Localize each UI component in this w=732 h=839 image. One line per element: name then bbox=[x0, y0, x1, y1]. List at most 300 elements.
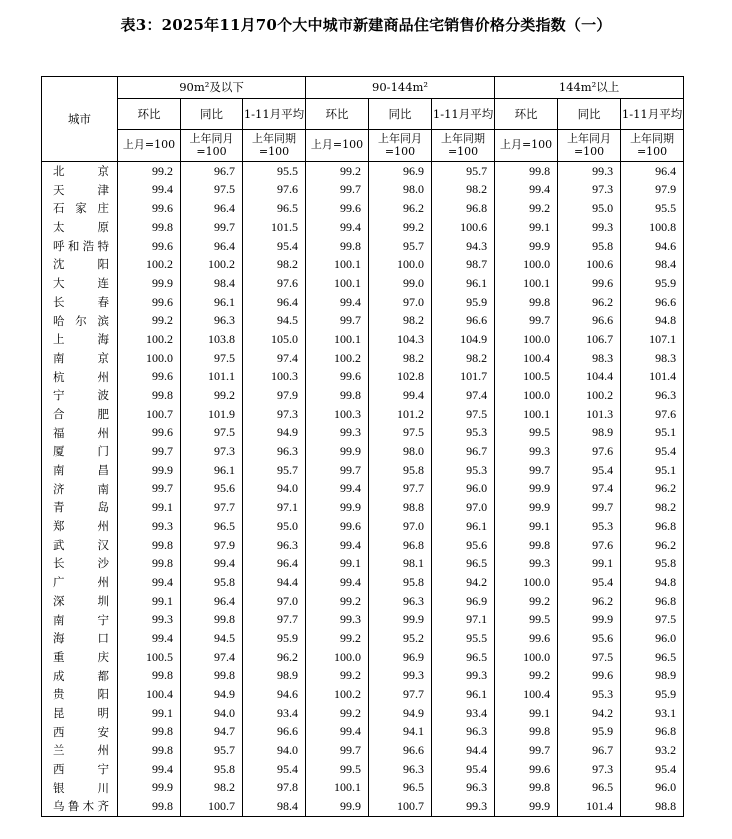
table-row bbox=[42, 648, 684, 667]
index-value-cell: 99.3 bbox=[558, 218, 621, 237]
index-value-cell: 98.2 bbox=[369, 349, 432, 368]
index-value-cell: 99.4 bbox=[118, 573, 181, 592]
index-value-cell: 100.0 bbox=[495, 255, 558, 274]
index-value-cell: 95.9 bbox=[558, 723, 621, 742]
index-value-cell: 94.0 bbox=[243, 480, 306, 499]
index-value-cell: 99.3 bbox=[495, 442, 558, 461]
city-column-header: 城市 bbox=[42, 77, 118, 162]
index-value-cell: 95.9 bbox=[243, 629, 306, 648]
index-value-cell: 99.4 bbox=[369, 386, 432, 405]
table-row bbox=[42, 741, 684, 760]
table-row bbox=[42, 274, 684, 293]
index-value-cell: 97.8 bbox=[243, 779, 306, 798]
index-value-cell: 100.0 bbox=[369, 255, 432, 274]
table-row bbox=[42, 723, 684, 742]
index-value-cell: 98.2 bbox=[432, 349, 495, 368]
index-value-cell: 96.4 bbox=[621, 162, 684, 181]
index-value-cell: 98.2 bbox=[181, 779, 243, 798]
index-value-cell: 104.4 bbox=[558, 368, 621, 387]
city-cell: 郑州 bbox=[42, 517, 118, 536]
base-avg: 上年同期=100 bbox=[432, 130, 495, 162]
index-value-cell: 96.4 bbox=[243, 554, 306, 573]
base-avg: 上年同期=100 bbox=[243, 130, 306, 162]
index-value-cell: 99.9 bbox=[495, 498, 558, 517]
index-value-cell: 94.6 bbox=[621, 237, 684, 256]
index-value-cell: 98.3 bbox=[558, 349, 621, 368]
city-cell: 长沙 bbox=[42, 554, 118, 573]
index-value-cell: 99.2 bbox=[306, 162, 369, 181]
index-value-cell: 98.7 bbox=[432, 255, 495, 274]
index-value-cell: 96.9 bbox=[369, 162, 432, 181]
city-cell: 大连 bbox=[42, 274, 118, 293]
index-value-cell: 99.7 bbox=[495, 461, 558, 480]
index-value-cell: 97.4 bbox=[181, 648, 243, 667]
city-cell: 上海 bbox=[42, 330, 118, 349]
index-value-cell: 98.8 bbox=[369, 498, 432, 517]
city-cell: 青岛 bbox=[42, 498, 118, 517]
index-value-cell: 97.3 bbox=[558, 181, 621, 200]
index-value-cell: 99.2 bbox=[118, 312, 181, 331]
subheader-avg: 1-11月平均 bbox=[243, 99, 306, 130]
base-mom: 上月=100 bbox=[306, 130, 369, 162]
index-value-cell: 99.8 bbox=[495, 293, 558, 312]
index-value-cell: 100.7 bbox=[181, 797, 243, 816]
index-value-cell: 100.2 bbox=[118, 330, 181, 349]
index-value-cell: 94.3 bbox=[432, 237, 495, 256]
index-value-cell: 96.8 bbox=[621, 517, 684, 536]
table-row bbox=[42, 760, 684, 779]
index-value-cell: 95.4 bbox=[432, 760, 495, 779]
index-value-cell: 96.7 bbox=[432, 442, 495, 461]
city-cell: 太原 bbox=[42, 218, 118, 237]
index-value-cell: 99.9 bbox=[495, 797, 558, 816]
index-value-cell: 94.4 bbox=[243, 573, 306, 592]
index-value-cell: 100.2 bbox=[558, 386, 621, 405]
index-value-cell: 96.2 bbox=[621, 480, 684, 499]
index-value-cell: 96.3 bbox=[369, 760, 432, 779]
index-value-cell: 95.6 bbox=[432, 536, 495, 555]
index-value-cell: 104.9 bbox=[432, 330, 495, 349]
index-value-cell: 96.1 bbox=[432, 517, 495, 536]
index-value-cell: 96.5 bbox=[181, 517, 243, 536]
index-value-cell: 97.7 bbox=[369, 685, 432, 704]
index-value-cell: 99.2 bbox=[118, 162, 181, 181]
index-value-cell: 98.4 bbox=[621, 255, 684, 274]
index-value-cell: 106.7 bbox=[558, 330, 621, 349]
base-mom: 上月=100 bbox=[495, 130, 558, 162]
index-value-cell: 97.9 bbox=[621, 181, 684, 200]
index-value-cell: 94.1 bbox=[369, 723, 432, 742]
index-value-cell: 96.1 bbox=[432, 274, 495, 293]
index-value-cell: 104.3 bbox=[369, 330, 432, 349]
index-value-cell: 100.1 bbox=[495, 274, 558, 293]
index-value-cell: 100.3 bbox=[243, 368, 306, 387]
index-value-cell: 96.2 bbox=[558, 592, 621, 611]
index-value-cell: 96.3 bbox=[243, 442, 306, 461]
index-value-cell: 99.7 bbox=[306, 461, 369, 480]
city-cell: 沈阳 bbox=[42, 255, 118, 274]
table-row bbox=[42, 162, 684, 181]
index-value-cell: 97.4 bbox=[243, 349, 306, 368]
index-value-cell: 101.1 bbox=[181, 368, 243, 387]
index-value-cell: 100.2 bbox=[306, 349, 369, 368]
index-value-cell: 95.2 bbox=[369, 629, 432, 648]
index-value-cell: 97.5 bbox=[181, 349, 243, 368]
index-value-cell: 96.0 bbox=[621, 779, 684, 798]
index-value-cell: 98.3 bbox=[621, 349, 684, 368]
index-value-cell: 96.6 bbox=[558, 312, 621, 331]
index-value-cell: 98.1 bbox=[369, 554, 432, 573]
table-row bbox=[42, 517, 684, 536]
index-value-cell: 96.8 bbox=[621, 592, 684, 611]
index-value-cell: 99.9 bbox=[118, 779, 181, 798]
index-value-cell: 96.3 bbox=[432, 723, 495, 742]
table-row bbox=[42, 685, 684, 704]
index-value-cell: 95.0 bbox=[243, 517, 306, 536]
index-value-cell: 99.1 bbox=[118, 498, 181, 517]
city-cell: 银川 bbox=[42, 779, 118, 798]
city-cell: 昆明 bbox=[42, 704, 118, 723]
index-value-cell: 99.7 bbox=[495, 741, 558, 760]
index-value-cell: 96.3 bbox=[621, 386, 684, 405]
index-value-cell: 95.8 bbox=[181, 573, 243, 592]
table-row bbox=[42, 199, 684, 218]
index-value-cell: 99.8 bbox=[118, 741, 181, 760]
index-value-cell: 99.8 bbox=[181, 611, 243, 630]
index-value-cell: 99.7 bbox=[306, 741, 369, 760]
index-value-cell: 95.1 bbox=[621, 461, 684, 480]
index-value-cell: 97.0 bbox=[432, 498, 495, 517]
index-value-cell: 101.3 bbox=[558, 405, 621, 424]
index-value-cell: 99.8 bbox=[495, 723, 558, 742]
index-value-cell: 99.6 bbox=[118, 199, 181, 218]
index-value-cell: 98.2 bbox=[621, 498, 684, 517]
index-value-cell: 99.3 bbox=[306, 611, 369, 630]
index-value-cell: 99.4 bbox=[306, 723, 369, 742]
index-value-cell: 96.2 bbox=[369, 199, 432, 218]
index-value-cell: 99.9 bbox=[306, 498, 369, 517]
city-cell: 成都 bbox=[42, 667, 118, 686]
index-value-cell: 101.4 bbox=[558, 797, 621, 816]
index-value-cell: 99.9 bbox=[306, 442, 369, 461]
table-row bbox=[42, 498, 684, 517]
index-value-cell: 97.7 bbox=[243, 611, 306, 630]
index-value-cell: 96.3 bbox=[432, 779, 495, 798]
index-value-cell: 98.9 bbox=[558, 424, 621, 443]
index-value-cell: 95.3 bbox=[432, 461, 495, 480]
index-value-cell: 97.5 bbox=[432, 405, 495, 424]
index-value-cell: 96.2 bbox=[558, 293, 621, 312]
index-value-cell: 99.5 bbox=[495, 611, 558, 630]
index-value-cell: 99.9 bbox=[495, 480, 558, 499]
index-value-cell: 98.2 bbox=[432, 181, 495, 200]
index-value-cell: 100.1 bbox=[306, 274, 369, 293]
index-value-cell: 98.4 bbox=[243, 797, 306, 816]
index-value-cell: 93.2 bbox=[621, 741, 684, 760]
index-value-cell: 99.7 bbox=[181, 218, 243, 237]
table-row bbox=[42, 330, 684, 349]
index-value-cell: 96.6 bbox=[432, 312, 495, 331]
index-value-cell: 101.7 bbox=[432, 368, 495, 387]
index-value-cell: 99.8 bbox=[118, 554, 181, 573]
index-value-cell: 96.3 bbox=[243, 536, 306, 555]
index-value-cell: 95.8 bbox=[369, 573, 432, 592]
index-value-cell: 97.5 bbox=[621, 611, 684, 630]
index-value-cell: 99.6 bbox=[306, 199, 369, 218]
index-value-cell: 99.1 bbox=[118, 704, 181, 723]
index-value-cell: 99.6 bbox=[118, 293, 181, 312]
index-value-cell: 99.7 bbox=[118, 480, 181, 499]
index-value-cell: 94.8 bbox=[621, 573, 684, 592]
city-cell: 哈尔滨 bbox=[42, 312, 118, 331]
group-header-small: 90m²及以下 bbox=[118, 77, 306, 99]
index-value-cell: 97.6 bbox=[243, 181, 306, 200]
group-header-medium: 90-144m² bbox=[306, 77, 495, 99]
index-value-cell: 99.6 bbox=[495, 760, 558, 779]
index-value-cell: 99.2 bbox=[181, 386, 243, 405]
index-value-cell: 97.0 bbox=[369, 293, 432, 312]
index-value-cell: 99.8 bbox=[118, 667, 181, 686]
index-value-cell: 99.2 bbox=[495, 667, 558, 686]
index-value-cell: 96.5 bbox=[243, 199, 306, 218]
index-value-cell: 100.0 bbox=[495, 330, 558, 349]
index-value-cell: 99.7 bbox=[118, 442, 181, 461]
index-value-cell: 95.3 bbox=[558, 517, 621, 536]
index-value-cell: 97.1 bbox=[432, 611, 495, 630]
index-value-cell: 99.8 bbox=[118, 797, 181, 816]
index-value-cell: 96.1 bbox=[432, 685, 495, 704]
index-value-cell: 96.5 bbox=[369, 779, 432, 798]
base-yoy: 上年同月=100 bbox=[369, 130, 432, 162]
base-yoy: 上年同月=100 bbox=[181, 130, 243, 162]
index-value-cell: 95.6 bbox=[558, 629, 621, 648]
city-cell: 杭州 bbox=[42, 368, 118, 387]
index-value-cell: 97.4 bbox=[558, 480, 621, 499]
table-row bbox=[42, 667, 684, 686]
index-value-cell: 96.5 bbox=[621, 648, 684, 667]
index-value-cell: 100.6 bbox=[432, 218, 495, 237]
index-value-cell: 99.4 bbox=[181, 554, 243, 573]
index-value-cell: 102.8 bbox=[369, 368, 432, 387]
index-value-cell: 99.7 bbox=[306, 312, 369, 331]
index-value-cell: 95.3 bbox=[558, 685, 621, 704]
index-value-cell: 99.1 bbox=[558, 554, 621, 573]
index-value-cell: 99.5 bbox=[495, 424, 558, 443]
index-value-cell: 97.3 bbox=[243, 405, 306, 424]
index-value-cell: 96.3 bbox=[369, 592, 432, 611]
index-value-cell: 100.0 bbox=[495, 386, 558, 405]
index-value-cell: 101.2 bbox=[369, 405, 432, 424]
index-value-cell: 99.3 bbox=[432, 797, 495, 816]
index-value-cell: 99.2 bbox=[306, 704, 369, 723]
index-value-cell: 95.4 bbox=[558, 461, 621, 480]
index-value-cell: 96.7 bbox=[181, 162, 243, 181]
index-value-cell: 100.6 bbox=[558, 255, 621, 274]
index-value-cell: 99.4 bbox=[495, 181, 558, 200]
city-cell: 合肥 bbox=[42, 405, 118, 424]
table-header bbox=[42, 77, 684, 162]
index-value-cell: 98.9 bbox=[243, 667, 306, 686]
index-value-cell: 97.4 bbox=[432, 386, 495, 405]
table-row bbox=[42, 293, 684, 312]
index-value-cell: 99.3 bbox=[432, 667, 495, 686]
table-row bbox=[42, 218, 684, 237]
index-value-cell: 94.7 bbox=[181, 723, 243, 742]
city-cell: 广州 bbox=[42, 573, 118, 592]
index-value-cell: 101.5 bbox=[243, 218, 306, 237]
index-value-cell: 99.8 bbox=[181, 667, 243, 686]
index-value-cell: 97.6 bbox=[558, 442, 621, 461]
table-row bbox=[42, 592, 684, 611]
index-value-cell: 99.2 bbox=[369, 218, 432, 237]
index-value-cell: 94.5 bbox=[243, 312, 306, 331]
index-value-cell: 99.4 bbox=[306, 218, 369, 237]
index-value-cell: 99.6 bbox=[118, 368, 181, 387]
index-value-cell: 93.1 bbox=[621, 704, 684, 723]
index-value-cell: 97.0 bbox=[369, 517, 432, 536]
index-value-cell: 95.5 bbox=[243, 162, 306, 181]
index-value-cell: 96.4 bbox=[181, 237, 243, 256]
index-value-cell: 99.8 bbox=[495, 779, 558, 798]
index-value-cell: 96.6 bbox=[243, 723, 306, 742]
index-value-cell: 94.5 bbox=[181, 629, 243, 648]
index-value-cell: 100.5 bbox=[495, 368, 558, 387]
index-value-cell: 100.7 bbox=[369, 797, 432, 816]
index-value-cell: 96.0 bbox=[621, 629, 684, 648]
index-value-cell: 99.1 bbox=[495, 704, 558, 723]
page-title: 表3：2025年11月70个大中城市新建商品住宅销售价格分类指数（一） bbox=[120, 16, 612, 34]
index-value-cell: 96.6 bbox=[369, 741, 432, 760]
index-value-cell: 96.8 bbox=[621, 723, 684, 742]
index-value-cell: 96.7 bbox=[558, 741, 621, 760]
index-value-cell: 99.3 bbox=[558, 162, 621, 181]
index-value-cell: 100.2 bbox=[306, 685, 369, 704]
city-cell: 石家庄 bbox=[42, 199, 118, 218]
index-value-cell: 99.5 bbox=[306, 760, 369, 779]
table-row bbox=[42, 181, 684, 200]
index-value-cell: 96.2 bbox=[243, 648, 306, 667]
index-value-cell: 95.0 bbox=[558, 199, 621, 218]
index-value-cell: 99.1 bbox=[495, 517, 558, 536]
index-value-cell: 96.9 bbox=[369, 648, 432, 667]
city-cell: 厦门 bbox=[42, 442, 118, 461]
index-value-cell: 99.7 bbox=[306, 181, 369, 200]
index-value-cell: 99.4 bbox=[306, 480, 369, 499]
index-value-cell: 99.4 bbox=[306, 536, 369, 555]
table-row bbox=[42, 779, 684, 798]
index-value-cell: 98.4 bbox=[181, 274, 243, 293]
table-row bbox=[42, 536, 684, 555]
subheader-avg: 1-11月平均 bbox=[432, 99, 495, 130]
index-value-cell: 94.0 bbox=[181, 704, 243, 723]
index-value-cell: 100.0 bbox=[495, 573, 558, 592]
city-cell: 福州 bbox=[42, 424, 118, 443]
city-cell: 武汉 bbox=[42, 536, 118, 555]
index-value-cell: 95.9 bbox=[621, 685, 684, 704]
index-value-cell: 97.6 bbox=[621, 405, 684, 424]
index-value-cell: 99.4 bbox=[306, 573, 369, 592]
index-value-cell: 100.0 bbox=[306, 648, 369, 667]
table-row bbox=[42, 349, 684, 368]
index-value-cell: 95.5 bbox=[621, 199, 684, 218]
index-value-cell: 99.7 bbox=[495, 312, 558, 331]
city-cell: 南宁 bbox=[42, 611, 118, 630]
index-value-cell: 96.0 bbox=[432, 480, 495, 499]
index-value-cell: 95.7 bbox=[243, 461, 306, 480]
index-value-cell: 94.9 bbox=[181, 685, 243, 704]
index-value-cell: 99.6 bbox=[558, 274, 621, 293]
index-value-cell: 101.4 bbox=[621, 368, 684, 387]
index-value-cell: 99.8 bbox=[118, 723, 181, 742]
index-value-cell: 99.3 bbox=[369, 667, 432, 686]
index-value-cell: 99.4 bbox=[118, 760, 181, 779]
table-body bbox=[42, 162, 684, 817]
subheader-yoy: 同比 bbox=[558, 99, 621, 130]
price-index-table bbox=[41, 76, 684, 817]
subheader-mom: 环比 bbox=[118, 99, 181, 130]
table-row bbox=[42, 629, 684, 648]
table-row bbox=[42, 554, 684, 573]
index-value-cell: 99.6 bbox=[118, 424, 181, 443]
index-value-cell: 97.6 bbox=[558, 536, 621, 555]
index-value-cell: 99.1 bbox=[118, 592, 181, 611]
index-value-cell: 96.4 bbox=[243, 293, 306, 312]
index-value-cell: 100.7 bbox=[118, 405, 181, 424]
table-row bbox=[42, 368, 684, 387]
index-value-cell: 99.0 bbox=[369, 274, 432, 293]
index-value-cell: 94.2 bbox=[558, 704, 621, 723]
index-value-cell: 99.9 bbox=[306, 797, 369, 816]
table-row bbox=[42, 237, 684, 256]
city-cell: 贵阳 bbox=[42, 685, 118, 704]
base-mom: 上月=100 bbox=[118, 130, 181, 162]
index-value-cell: 99.8 bbox=[495, 536, 558, 555]
city-cell: 西宁 bbox=[42, 760, 118, 779]
index-value-cell: 99.2 bbox=[306, 629, 369, 648]
index-value-cell: 94.2 bbox=[432, 573, 495, 592]
index-value-cell: 95.6 bbox=[181, 480, 243, 499]
index-value-cell: 94.6 bbox=[243, 685, 306, 704]
city-cell: 深圳 bbox=[42, 592, 118, 611]
index-value-cell: 99.3 bbox=[306, 424, 369, 443]
index-value-cell: 99.9 bbox=[558, 611, 621, 630]
index-value-cell: 99.6 bbox=[558, 667, 621, 686]
index-value-cell: 95.4 bbox=[243, 760, 306, 779]
index-value-cell: 94.4 bbox=[432, 741, 495, 760]
index-value-cell: 100.2 bbox=[181, 255, 243, 274]
city-cell: 兰州 bbox=[42, 741, 118, 760]
index-value-cell: 96.1 bbox=[181, 461, 243, 480]
index-value-cell: 99.9 bbox=[118, 274, 181, 293]
index-value-cell: 98.0 bbox=[369, 181, 432, 200]
index-value-cell: 99.2 bbox=[306, 667, 369, 686]
index-value-cell: 99.3 bbox=[118, 611, 181, 630]
index-value-cell: 95.4 bbox=[621, 442, 684, 461]
table-row bbox=[42, 442, 684, 461]
index-value-cell: 98.8 bbox=[621, 797, 684, 816]
subheader-yoy: 同比 bbox=[181, 99, 243, 130]
index-value-cell: 99.6 bbox=[495, 629, 558, 648]
index-value-cell: 95.8 bbox=[558, 237, 621, 256]
index-value-cell: 103.8 bbox=[181, 330, 243, 349]
city-cell: 南昌 bbox=[42, 461, 118, 480]
index-value-cell: 99.2 bbox=[306, 592, 369, 611]
index-value-cell: 100.0 bbox=[495, 648, 558, 667]
index-value-cell: 99.4 bbox=[118, 629, 181, 648]
index-value-cell: 94.9 bbox=[369, 704, 432, 723]
index-value-cell: 99.8 bbox=[306, 237, 369, 256]
city-cell: 呼和浩特 bbox=[42, 237, 118, 256]
